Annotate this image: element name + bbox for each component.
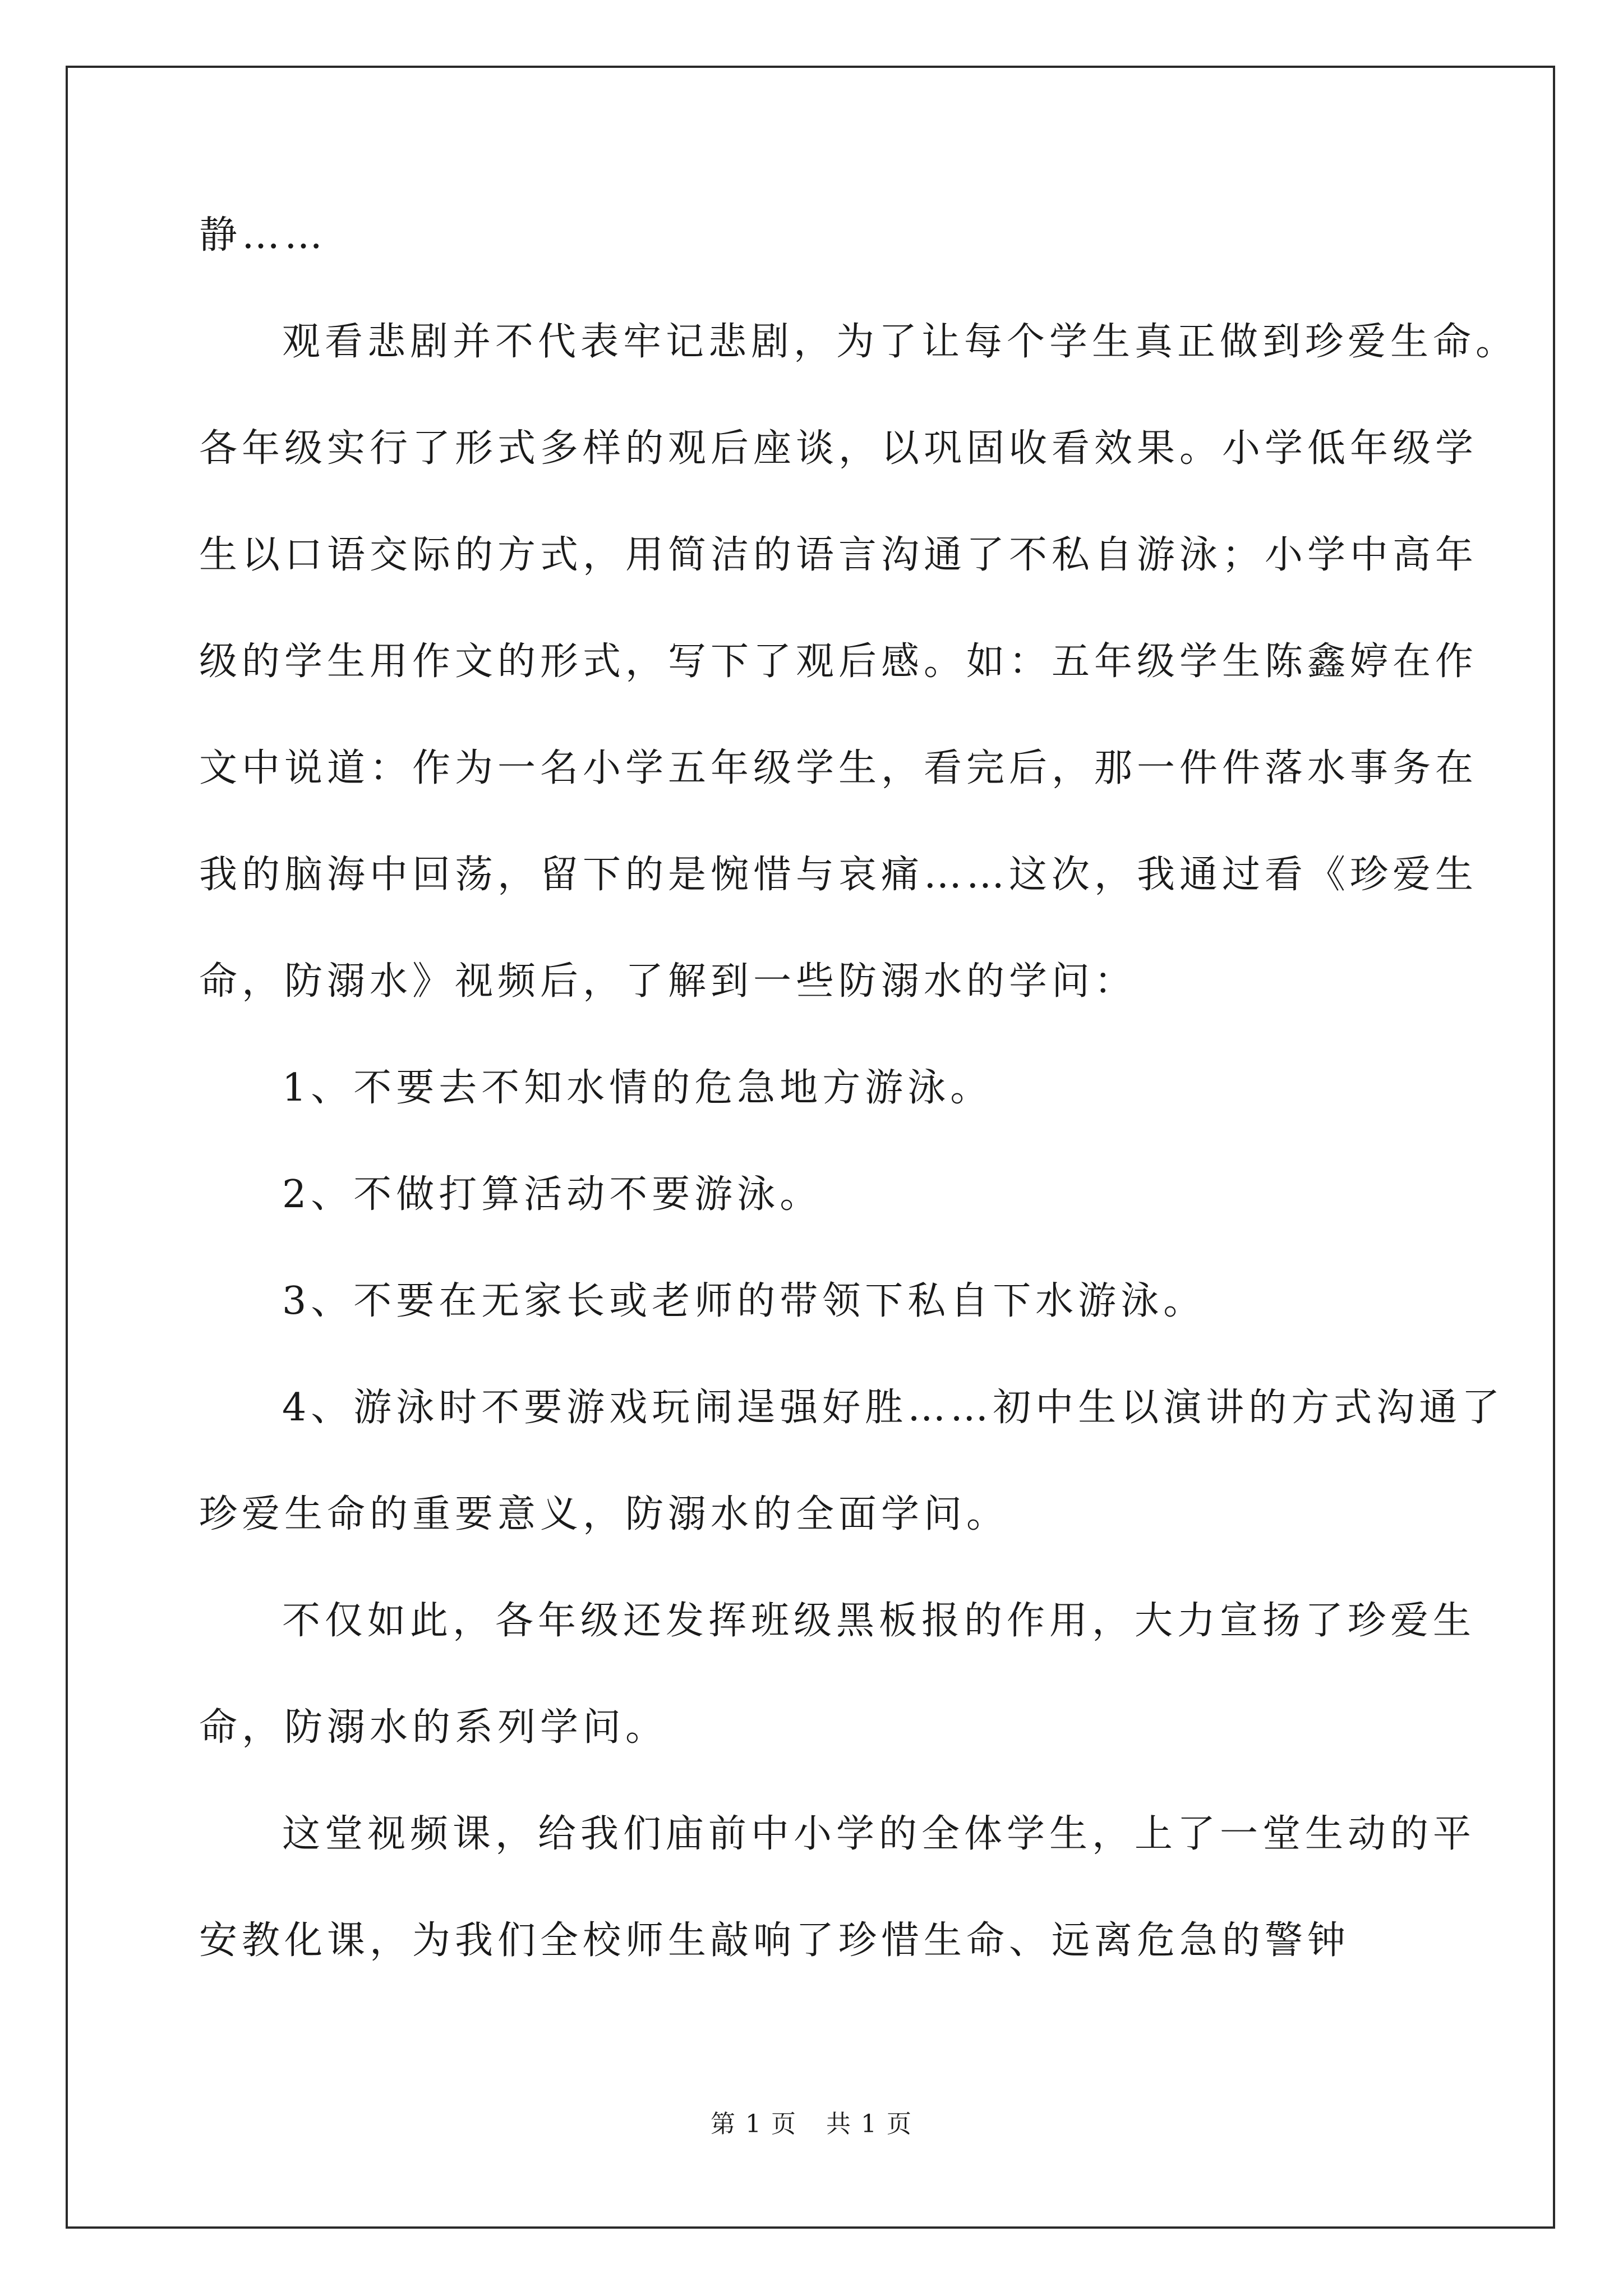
body-line: 不仅如此，各年级还发挥班级黑板报的作用，大力宣扬了珍爱生 [282,1599,1476,1643]
body-line: 珍爱生命的重要意义，防溺水的全面学问。 [199,1492,1009,1536]
body-line: 我的脑海中回荡，留下的是惋惜与哀痛……这次，我通过看《珍爱生 [199,853,1478,897]
page-footer [0,2104,1623,2139]
list-item: 3、不要在无家长或老师的带领下私自下水游泳。 [282,1279,1206,1323]
list-item: 4、游泳时不要游戏玩闹逞强好胜……初中生以演讲的方式沟通了 [282,1386,1505,1430]
body-line: 观看悲剧并不代表牢记悲剧，为了让每个学生真正做到珍爱生命。 [282,320,1519,364]
page-number: 第 1 页 [711,2110,797,2138]
list-item: 2、不做打算活动不要游泳。 [282,1172,823,1217]
page-total: 共 1 页 [826,2110,912,2138]
body-line: 各年级实行了形式多样的观后座谈，以巩固收看效果。小学低年级学 [199,426,1478,471]
body-line: 命，防溺水》视频后，了解到一些防溺水的学问： [199,959,1137,1004]
body-line: 这堂视频课，给我们庙前中小学的全体学生，上了一堂生动的平 [282,1812,1476,1856]
body-line: 生以口语交际的方式，用简洁的语言沟通了不私自游泳；小学中高年 [199,533,1478,577]
page-border [66,66,1555,2229]
body-line: 命，防溺水的系列学问。 [199,1705,668,1750]
body-line: 安教化课，为我们全校师生敲响了珍惜生命、远离危急的警钟 [199,1918,1350,1963]
list-item: 1、不要去不知水情的危急地方游泳。 [282,1066,993,1110]
body-line: 级的学生用作文的形式，写下了观后感。如：五年级学生陈鑫婷在作 [199,639,1478,684]
body-line: 静…… [199,213,328,257]
body-line: 文中说道：作为一名小学五年级学生，看完后，那一件件落水事务在 [199,746,1478,790]
